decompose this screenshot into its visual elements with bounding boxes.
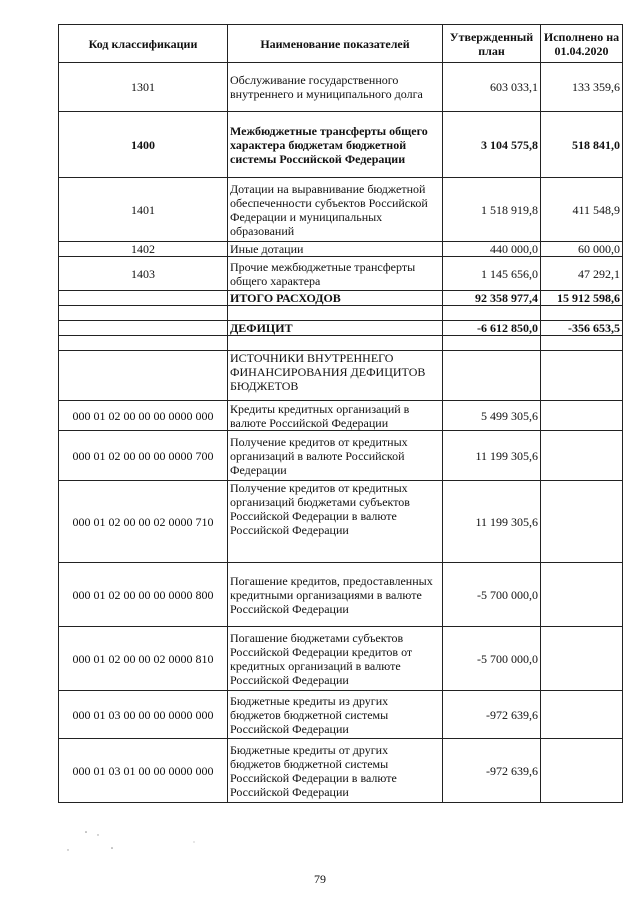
row-plan: 92 358 977,4 bbox=[443, 291, 541, 306]
table-row bbox=[59, 401, 623, 431]
row-plan: 1 145 656,0 bbox=[443, 257, 541, 291]
row-done bbox=[541, 739, 623, 803]
table-row bbox=[59, 257, 623, 291]
table-row-empty bbox=[59, 336, 623, 351]
row-done bbox=[541, 481, 623, 563]
row-done: 60 000,0 bbox=[541, 242, 623, 257]
row-name: Погашение кредитов, предоставленных кредитными организациями в валюте Российской Федерации bbox=[228, 563, 443, 627]
row-plan: 11 199 305,6 bbox=[443, 481, 541, 563]
row-name: Кредиты кредитных организаций в валюте Российской Федерации bbox=[228, 401, 443, 431]
table-row bbox=[59, 431, 623, 481]
table-row bbox=[59, 739, 623, 803]
row-code bbox=[59, 351, 228, 401]
row-code: 000 01 02 00 00 02 0000 710 bbox=[59, 481, 228, 563]
row-plan: 1 518 919,8 bbox=[443, 178, 541, 242]
row-done bbox=[541, 431, 623, 481]
row-plan: -972 639,6 bbox=[443, 739, 541, 803]
row-plan: 603 033,1 bbox=[443, 63, 541, 112]
table-row bbox=[59, 63, 623, 112]
row-code bbox=[59, 336, 228, 351]
row-done bbox=[541, 351, 623, 401]
row-plan bbox=[443, 351, 541, 401]
row-done bbox=[541, 627, 623, 691]
row-name: ИТОГО РАСХОДОВ bbox=[228, 291, 443, 306]
table-row-empty bbox=[59, 306, 623, 321]
row-plan: -5 700 000,0 bbox=[443, 563, 541, 627]
row-name: ИСТОЧНИКИ ВНУТРЕННЕГО ФИНАНСИРОВАНИЯ ДЕФИЦИТОВ БЮДЖЕТОВ bbox=[228, 351, 443, 401]
header-plan: Утвержденный план bbox=[443, 25, 541, 63]
header-code: Код классификации bbox=[59, 25, 228, 63]
row-code: 1301 bbox=[59, 63, 228, 112]
row-name: Бюджетные кредиты из других бюджетов бюджетной системы Российской Федерации bbox=[228, 691, 443, 739]
row-done: 411 548,9 bbox=[541, 178, 623, 242]
row-code: 000 01 02 00 00 00 0000 800 bbox=[59, 563, 228, 627]
budget-table bbox=[58, 24, 623, 803]
row-done: 133 359,6 bbox=[541, 63, 623, 112]
row-plan: 3 104 575,8 bbox=[443, 112, 541, 178]
row-done: 15 912 598,6 bbox=[541, 291, 623, 306]
page-number: 79 bbox=[314, 872, 326, 886]
row-code: 1401 bbox=[59, 178, 228, 242]
scan-specks bbox=[64, 828, 204, 856]
row-code: 000 01 03 01 00 00 0000 000 bbox=[59, 739, 228, 803]
row-code bbox=[59, 306, 228, 321]
row-done bbox=[541, 401, 623, 431]
table-header-row bbox=[59, 25, 623, 63]
row-code bbox=[59, 321, 228, 336]
table-row bbox=[59, 178, 623, 242]
row-plan: -972 639,6 bbox=[443, 691, 541, 739]
row-name: Дотации на выравнивание бюджетной обеспеченности субъектов Российской Федерации и муниципальных образований bbox=[228, 178, 443, 242]
row-name: Получение кредитов от кредитных организаций в валюте Российской Федерации bbox=[228, 431, 443, 481]
row-name bbox=[228, 306, 443, 321]
row-done: -356 653,5 bbox=[541, 321, 623, 336]
row-code: 1400 bbox=[59, 112, 228, 178]
row-name: Иные дотации bbox=[228, 242, 443, 257]
row-done bbox=[541, 691, 623, 739]
table-row bbox=[59, 242, 623, 257]
row-plan bbox=[443, 306, 541, 321]
table-row bbox=[59, 563, 623, 627]
row-name: ДЕФИЦИТ bbox=[228, 321, 443, 336]
row-name: Обслуживание государственного внутреннего и муниципального долга bbox=[228, 63, 443, 112]
row-code: 000 01 03 00 00 00 0000 000 bbox=[59, 691, 228, 739]
row-plan: 5 499 305,6 bbox=[443, 401, 541, 431]
row-plan bbox=[443, 336, 541, 351]
row-name: Межбюджетные трансферты общего характера бюджетам бюджетной системы Российской Федерации bbox=[228, 112, 443, 178]
row-plan: -6 612 850,0 bbox=[443, 321, 541, 336]
header-done: Исполнено на 01.04.2020 bbox=[541, 25, 623, 63]
table-row-deficit bbox=[59, 321, 623, 336]
row-done: 47 292,1 bbox=[541, 257, 623, 291]
row-code bbox=[59, 291, 228, 306]
row-name bbox=[228, 336, 443, 351]
row-name: Получение кредитов от кредитных организаций бюджетами субъектов Российской Федерации в валюте Российской Федерации bbox=[228, 481, 443, 563]
row-code: 1402 bbox=[59, 242, 228, 257]
row-code: 1403 bbox=[59, 257, 228, 291]
table-row-total bbox=[59, 291, 623, 306]
table-row bbox=[59, 627, 623, 691]
row-code: 000 01 02 00 00 02 0000 810 bbox=[59, 627, 228, 691]
table-row bbox=[59, 481, 623, 563]
table-row-section bbox=[59, 351, 623, 401]
row-code: 000 01 02 00 00 00 0000 000 bbox=[59, 401, 228, 431]
row-done bbox=[541, 306, 623, 321]
row-done: 518 841,0 bbox=[541, 112, 623, 178]
row-name: Бюджетные кредиты от других бюджетов бюджетной системы Российской Федерации в валюте Российской Федерации bbox=[228, 739, 443, 803]
row-plan: -5 700 000,0 bbox=[443, 627, 541, 691]
table-row bbox=[59, 691, 623, 739]
header-name: Наименование показателей bbox=[228, 25, 443, 63]
row-done bbox=[541, 563, 623, 627]
row-plan: 440 000,0 bbox=[443, 242, 541, 257]
table-row bbox=[59, 112, 623, 178]
row-name: Прочие межбюджетные трансферты общего характера bbox=[228, 257, 443, 291]
row-code: 000 01 02 00 00 00 0000 700 bbox=[59, 431, 228, 481]
row-done bbox=[541, 336, 623, 351]
row-plan: 11 199 305,6 bbox=[443, 431, 541, 481]
row-name: Погашение бюджетами субъектов Российской Федерации кредитов от кредитных организаций в валюте Российской Федерации bbox=[228, 627, 443, 691]
